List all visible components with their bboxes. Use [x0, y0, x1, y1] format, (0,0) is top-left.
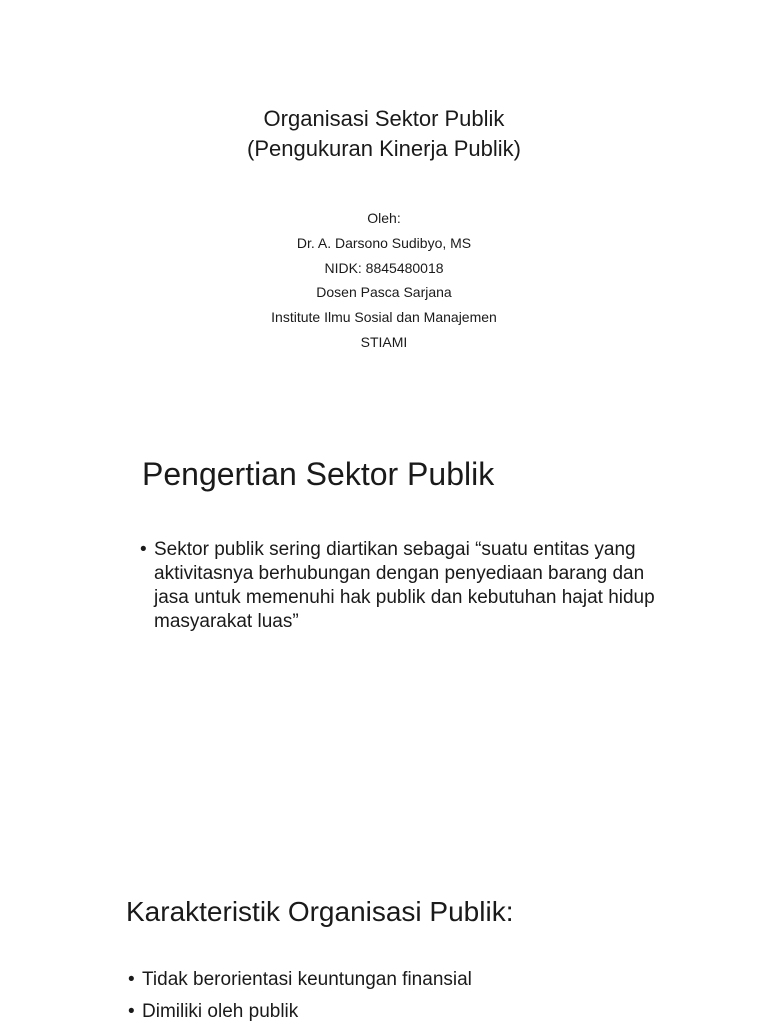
author-position: Dosen Pasca Sarjana	[316, 284, 452, 301]
author-institution: Institute Ilmu Sosial dan Manajemen	[271, 309, 497, 326]
slide-title-heading	[0, 104, 768, 164]
slide-title	[0, 0, 768, 410]
bullet-list	[128, 968, 688, 1024]
author-nidk: NIDK: 8845480018	[324, 259, 444, 276]
slide-heading: Karakteristik Organisasi Publik:	[126, 896, 514, 927]
bullet-list	[140, 538, 660, 634]
subtitle-line: (Pengukuran Kinerja Publik)	[247, 136, 521, 161]
author-label: Oleh:	[367, 210, 401, 226]
author-name: Dr. A. Darsono Sudibyo, MS	[296, 234, 472, 251]
bullet-item: • Sektor publik sering diartikan sebagai “suatu entitas yang aktivitasnya berhubungan dengan penyediaan barang dan jasa untuk memenuhi hak publik dan kebutuhan hajat hidup masyarakat luas”	[140, 538, 660, 634]
bullet-item: • Tidak berorientasi keuntungan finansial	[128, 968, 688, 992]
bullet-item: • Dimiliki oleh publik	[128, 1000, 688, 1024]
slide-pengertian	[0, 410, 768, 850]
author-institution-short: STIAMI	[360, 333, 408, 350]
title-line: Organisasi Sektor Publik	[263, 106, 505, 131]
author-info	[0, 206, 768, 355]
slide-karakteristik	[0, 850, 768, 1024]
slide-heading: Pengertian Sektor Publik	[142, 456, 495, 492]
